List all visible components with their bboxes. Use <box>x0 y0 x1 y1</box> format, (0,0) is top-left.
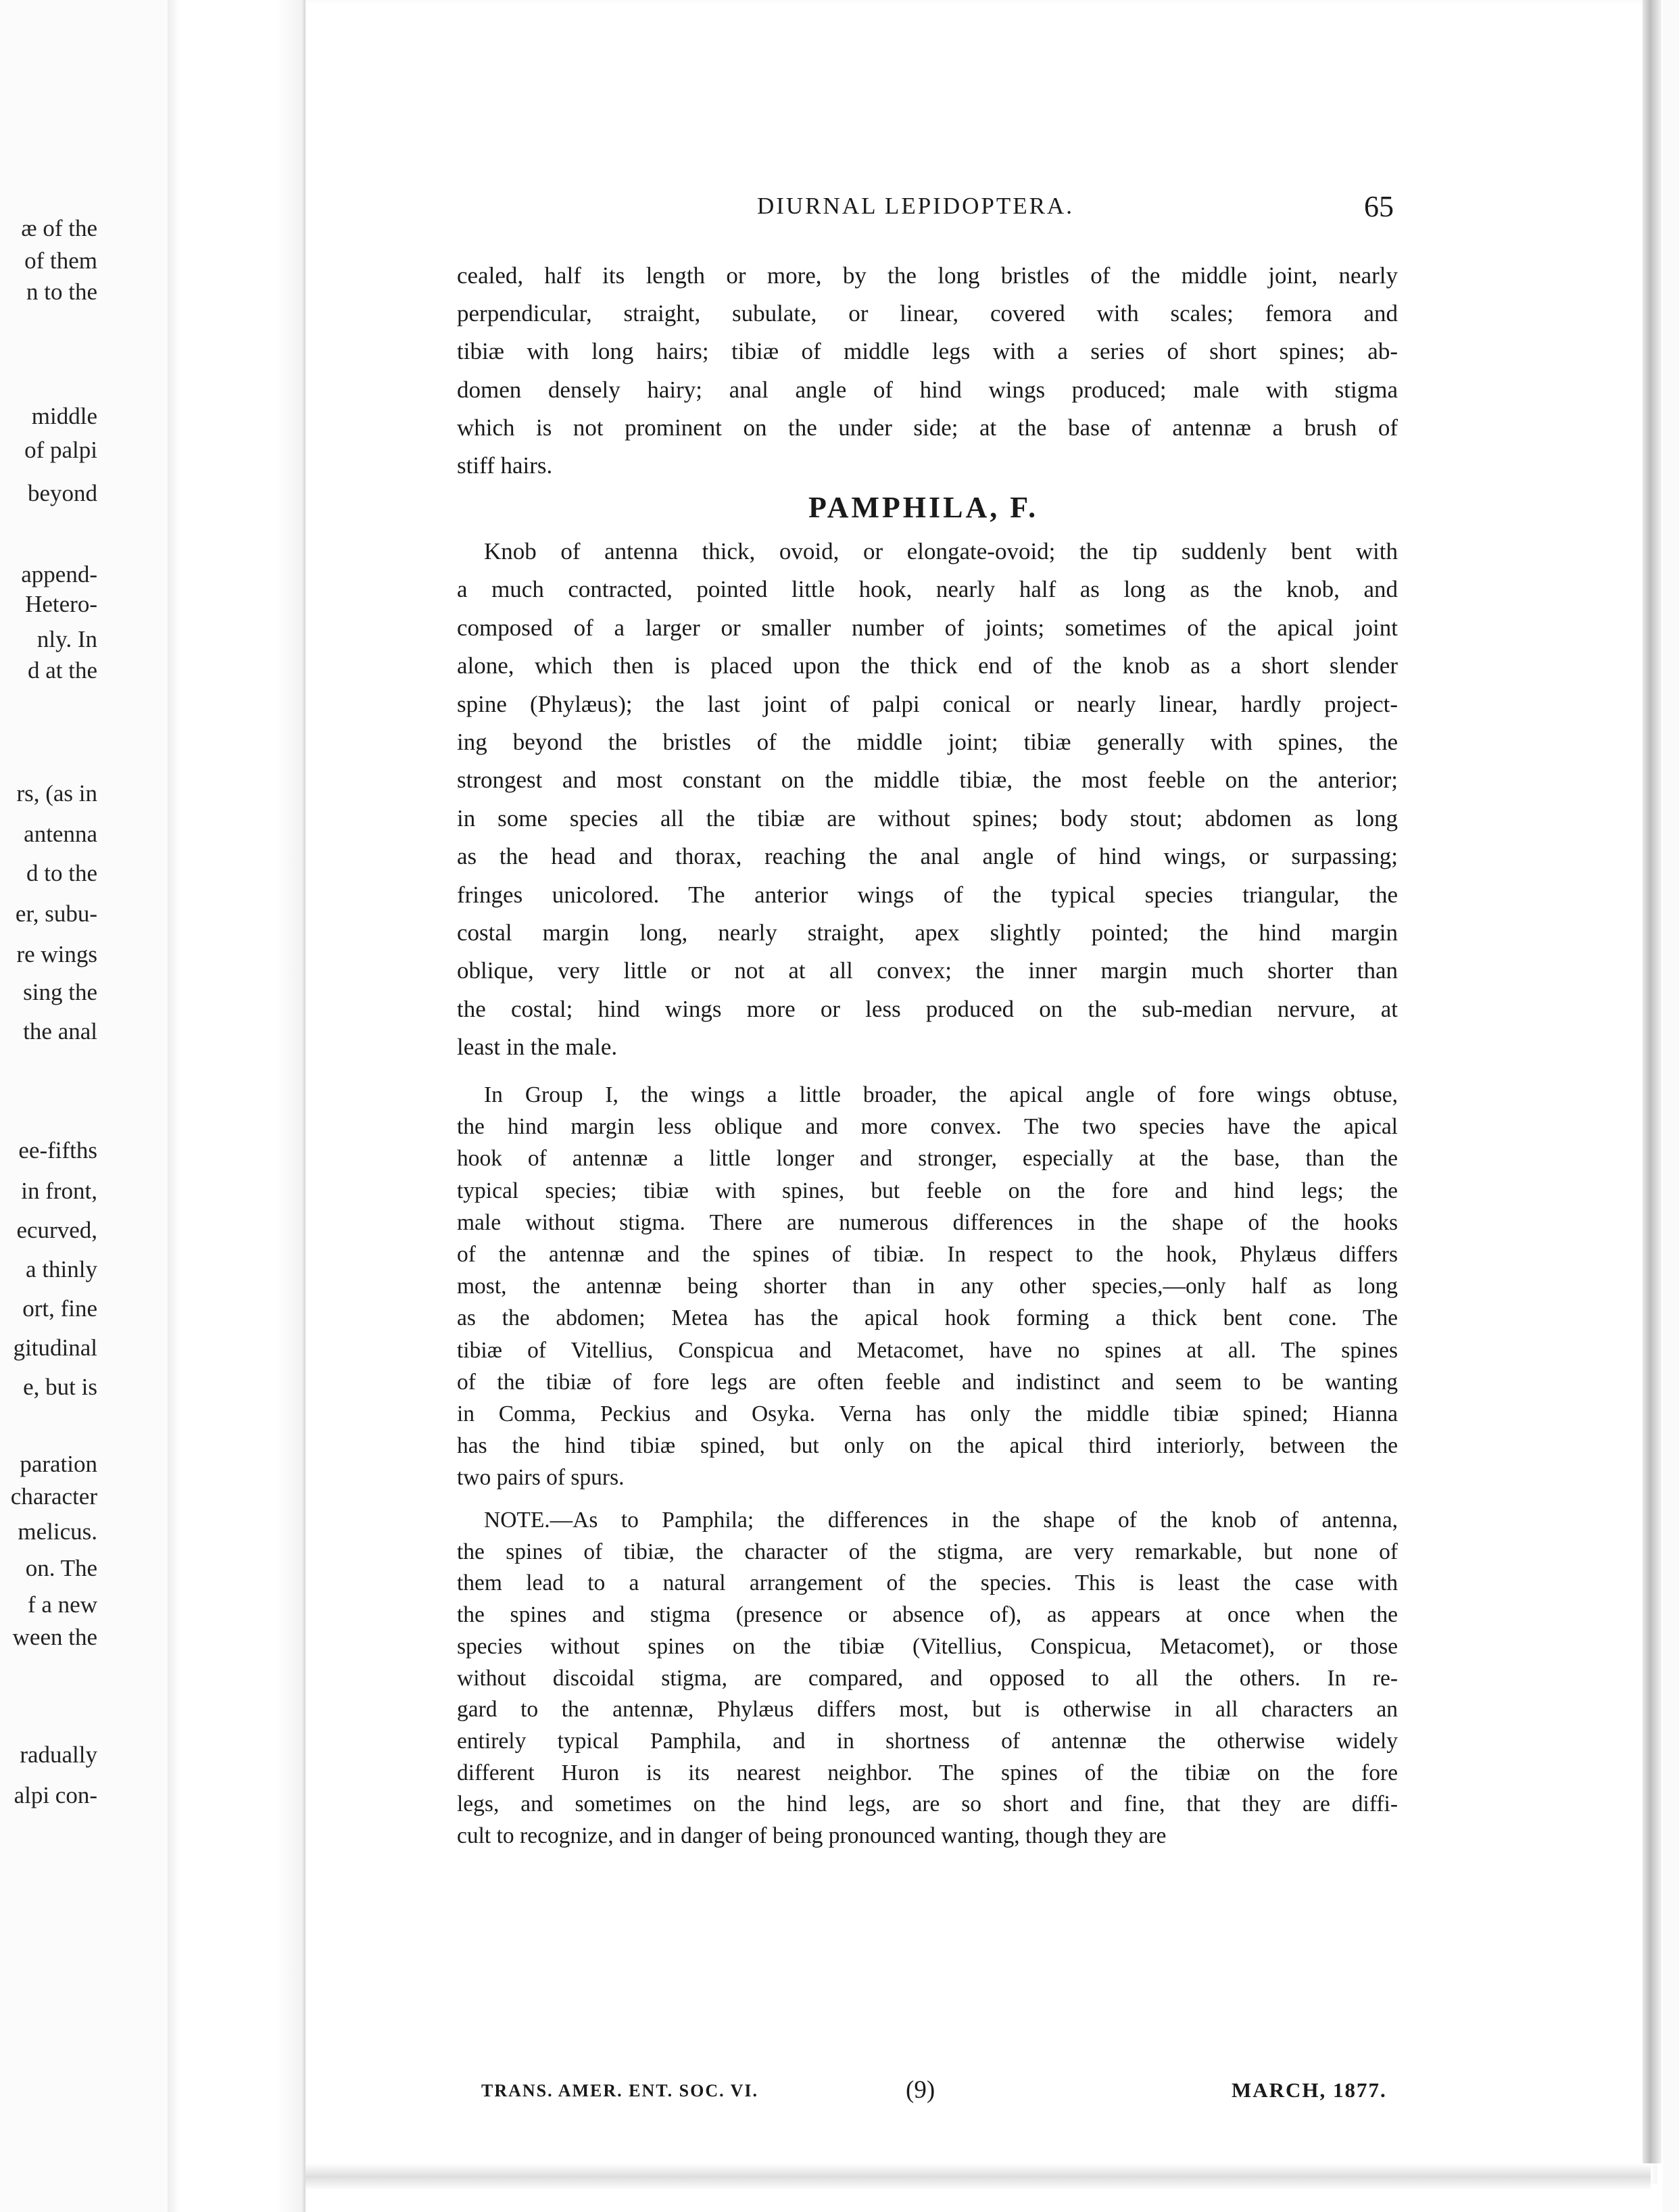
facing-page-line: sing the <box>23 979 97 1005</box>
text-line: without discoidal stigma, are compared, and opposed to all the others. In re- <box>457 1665 1398 1691</box>
text-line: composed of a larger or smaller number of joints; sometimes of the apical joint <box>457 614 1398 641</box>
facing-page-line: ween the <box>12 1624 97 1650</box>
facing-page-line: append- <box>21 561 97 587</box>
facing-page-line: alpi con- <box>14 1782 97 1808</box>
text-line: which is not prominent on the under side; at the base of antennæ a brush of <box>457 414 1398 441</box>
facing-page-line: n to the <box>26 279 97 305</box>
footer-signature: (9) <box>906 2076 935 2104</box>
facing-page-line: antenna <box>24 821 97 847</box>
facing-page-line: beyond <box>27 480 97 506</box>
facing-page-line: ee-fifths <box>18 1137 97 1163</box>
page-bottom-edge <box>306 2163 1651 2190</box>
text-line: stiff hairs. <box>457 452 553 479</box>
text-line: cealed, half its length or more, by the long bristles of the middle joint, nearly <box>457 262 1398 289</box>
text-line: domen densely hairy; anal angle of hind wings produced; male with stigma <box>457 376 1398 403</box>
facing-page-line: f a new <box>27 1591 97 1618</box>
facing-page-line: d to the <box>26 860 97 886</box>
facing-page-line: in front, <box>21 1178 97 1204</box>
facing-page-line: on. The <box>25 1555 97 1581</box>
text-line: species without spines on the tibiæ (Vitellius, Conspicua, Metacomet), or those <box>457 1633 1398 1659</box>
footer-journal: TRANS. AMER. ENT. SOC. VI. <box>481 2081 759 2100</box>
text-line: tibiæ with long hairs; tibiæ of middle legs with a series of short spines; ab- <box>457 338 1398 365</box>
text-line: perpendicular, straight, subulate, or linear, covered with scales; femora and <box>457 300 1398 327</box>
text-line: hook of antennæ a little longer and stronger, especially at the base, than the <box>457 1146 1398 1172</box>
footer-date: MARCH, 1877. <box>1232 2078 1387 2102</box>
facing-page-line: middle <box>31 403 97 429</box>
facing-page-line: ecurved, <box>16 1217 97 1243</box>
facing-page-line: the anal <box>23 1018 97 1044</box>
text-line: different Huron is its nearest neighbor. The spines of the tibiæ on the fore <box>457 1760 1398 1785</box>
text-line: oblique, very little or not at all convex; the inner margin much shorter than <box>457 957 1398 984</box>
text-line: strongest and most constant on the middle tibiæ, the most feeble on the anterior; <box>457 767 1398 794</box>
text-line: Knob of antenna thick, ovoid, or elongate-ovoid; the tip suddenly bent with <box>484 538 1398 564</box>
facing-page-line: melicus. <box>18 1518 97 1545</box>
section-heading: PAMPHILA, F. <box>808 491 1039 524</box>
text-line: typical species; tibiæ with spines, but feeble on the fore and hind legs; the <box>457 1178 1398 1203</box>
facing-page-line: ort, fine <box>22 1295 97 1322</box>
text-line: fringes unicolored. The anterior wings of the typical species triangular, the <box>457 881 1398 908</box>
facing-page-line: æ of the <box>21 215 97 241</box>
text-line: two pairs of spurs. <box>457 1465 625 1491</box>
text-line: costal margin long, nearly straight, apex slightly pointed; the hind margin <box>457 919 1398 946</box>
facing-page-line: Hetero- <box>25 591 97 617</box>
text-line: a much contracted, pointed little hook, nearly half as long as the knob, and <box>457 576 1398 603</box>
facing-page-line: of them <box>24 247 97 274</box>
text-line: has the hind tibiæ spined, but only on the apical third interiorly, between the <box>457 1433 1398 1459</box>
facing-page-line: a thinly <box>26 1256 97 1282</box>
text-line: entirely typical Pamphila, and in shortness of antennæ the otherwise widely <box>457 1728 1398 1754</box>
text-line: In Group I, the wings a little broader, the apical angle of fore wings obtuse, <box>484 1082 1398 1107</box>
text-line: as the abdomen; Metea has the apical hook forming a thick bent cone. The <box>457 1305 1398 1331</box>
text-line: the spines of tibiæ, the character of the stigma, are very remarkable, but none of <box>457 1539 1398 1564</box>
text-line: NOTE.—As to Pamphila; the differences in the shape of the knob of antenna, <box>484 1508 1398 1533</box>
text-line: in some species all the tibiæ are without spines; body stout; abdomen as long <box>457 804 1398 832</box>
facing-page-line: gitudinal <box>13 1335 97 1361</box>
page-edge <box>1642 0 1661 2163</box>
text-line: ing beyond the bristles of the middle joint; tibiæ generally with spines, the <box>457 729 1398 755</box>
facing-page <box>0 0 168 2212</box>
text-line: tibiæ of Vitellius, Conspicua and Metacomet, have no spines at all. The spines <box>457 1337 1398 1363</box>
facing-page-line: e, but is <box>23 1374 97 1400</box>
facing-page-line: character <box>10 1483 97 1510</box>
running-title: DIURNAL LEPIDOPTERA. <box>757 193 1074 219</box>
facing-page-line: er, subu- <box>15 900 97 927</box>
facing-page-line: re wings <box>16 941 97 967</box>
text-line: cult to recognize, and in danger of being pronounced wanting, though they are <box>457 1823 1167 1848</box>
text-line: legs, and sometimes on the hind legs, are so short and fine, that they are diffi- <box>457 1792 1398 1817</box>
text-line: least in the male. <box>457 1034 618 1061</box>
text-line: most, the antennæ being shorter than in any other species,—only half as long <box>457 1274 1398 1299</box>
text-line: them lead to a natural arrangement of the species. This is least the case with <box>457 1570 1398 1596</box>
facing-page-line: nly. In <box>36 626 97 652</box>
text-line: in Comma, Peckius and Osyka. Verna has only the middle tibiæ spined; Hianna <box>457 1401 1398 1426</box>
book-gutter <box>168 0 306 2212</box>
text-line: male without stigma. There are numerous differences in the shape of the hooks <box>457 1209 1398 1235</box>
facing-page-line: of palpi <box>24 437 97 463</box>
facing-page-line: paration <box>20 1451 97 1477</box>
text-line: of the tibiæ of fore legs are often feeble and indistinct and seem to be wanting <box>457 1369 1398 1395</box>
page-margin <box>1663 0 1679 2212</box>
text-line: the spines and stigma (presence or absence of), as appears at once when the <box>457 1602 1398 1628</box>
facing-page-line: radually <box>20 1741 97 1768</box>
facing-page-line: d at the <box>27 657 97 683</box>
text-line: alone, which then is placed upon the thick end of the knob as a short slender <box>457 652 1398 679</box>
text-line: spine (Phylæus); the last joint of palpi conical or nearly linear, hardly project- <box>457 690 1398 717</box>
facing-page-line: rs, (as in <box>16 780 97 807</box>
text-line: the costal; hind wings more or less produced on the sub-median nervure, at <box>457 995 1398 1022</box>
text-line: gard to the antennæ, Phylæus differs most, but is otherwise in all characters an <box>457 1697 1398 1723</box>
text-line: as the head and thorax, reaching the anal angle of hind wings, or surpassing; <box>457 843 1398 870</box>
page-number: 65 <box>1364 190 1394 223</box>
text-line: of the antennæ and the spines of tibiæ. In respect to the hook, Phylæus differs <box>457 1242 1398 1267</box>
text-line: the hind margin less oblique and more convex. The two species have the apical <box>457 1114 1398 1140</box>
